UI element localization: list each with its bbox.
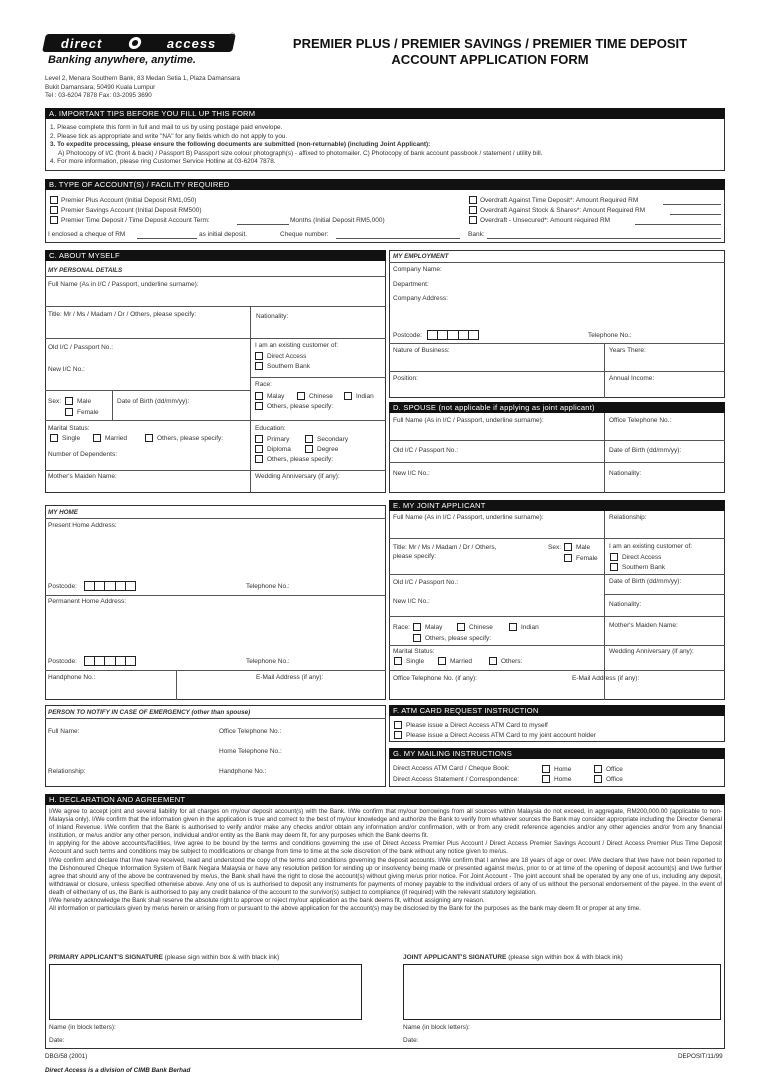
- indian-label: Indian: [356, 393, 374, 400]
- joint-male-label: Male: [576, 544, 591, 551]
- mailing-atm-office-checkbox[interactable]: [594, 765, 602, 773]
- od-unsecured-label: Overdraft - Unsecured*: Amount required RM: [480, 217, 611, 224]
- declaration-p4: I/We hereby acknowledge the Bank shall reserve the absolute right to approve or reject my/our application as the bank deems fit, without assigning any reason.: [49, 897, 485, 905]
- telephone-label: Telephone No.:: [246, 583, 290, 590]
- divider: [45, 306, 386, 307]
- joint-chinese-checkbox[interactable]: [457, 623, 465, 631]
- joint-malay-label: Malay: [425, 624, 443, 631]
- wedding-label: Wedding Anniversary (if any):: [255, 473, 340, 480]
- spouse-office-label: Office Telephone No.:: [609, 417, 672, 424]
- present-address-label: Present Home Address:: [48, 522, 117, 529]
- mailing-atm-home-checkbox[interactable]: [542, 765, 550, 773]
- joint-fullname-label: Full Name (As in I/C / Passport, underline surname):: [393, 514, 544, 521]
- mailing-statement-label: Direct Access Statement / Correspondence:: [393, 776, 520, 783]
- telephone-label: Telephone No.:: [246, 658, 290, 665]
- dependents-label: Number of Dependents:: [48, 451, 118, 458]
- existing-customer-label: I am an existing customer of:: [255, 342, 339, 349]
- divider: [389, 440, 725, 441]
- joint-old-ic-label: Old I/C / Passport No.:: [393, 579, 459, 586]
- joint-married-label: Married: [450, 658, 473, 665]
- mailing-atm-label: Direct Access ATM Card / Cheque Book:: [393, 765, 510, 772]
- emergency-handphone-label: Handphone No.:: [219, 768, 267, 775]
- employment-postcode-boxes[interactable]: [427, 330, 479, 340]
- time-deposit-checkbox[interactable]: [50, 216, 58, 224]
- column-divider: [604, 413, 605, 493]
- od-stock-checkbox[interactable]: [469, 206, 477, 214]
- emergency-heading: PERSON TO NOTIFY IN CASE OF EMERGENCY (other than spouse): [48, 709, 251, 716]
- joint-race-label: Race:: [393, 624, 410, 631]
- joint-chinese-label: Chinese: [469, 624, 493, 631]
- declaration-p3: I/We confirm and declare that I/we have received, read and understood the copy of the terms and conditions governing the deposit accounts. I/We confirm that I am/we are 18 years of age or over. I/We declare that I/we have not been reported to the Dishonoured Cheque Information System of Bank Negara Malaysia or have any resolution petition for winding up or insolvency being made or presented against me/us, prior to or at time of the opening of deposit account(s) and I/we further agree that should any of the above be contravened by me/us, the Bank shall have the right to close the account(s) without giving me/us prior notice. For Joint Account - The joint account shall be operated by any one of us, including any deposit, withdrawal or closure, unless specified otherwise above. Any one of us is authorised to deposit any instruments for payments of money payable to the individual orders of any of us without the personal endorsement of the payee. In the event of death of either/any of us, the Bank is authorised to pay any credit balance of the account to the survivor(s) subject to compliance (if required) with the relevant statutory legislation.: [49, 856, 722, 896]
- divider: [389, 670, 725, 671]
- edu-diploma-checkbox[interactable]: [255, 445, 263, 453]
- email-label: E-Mail Address (if any):: [256, 674, 324, 681]
- column-divider: [112, 390, 113, 420]
- business-label: Nature of Business:: [393, 347, 450, 354]
- initial-deposit-label: as initial deposit.: [199, 231, 248, 238]
- time-deposit-months-label: Months (Initial Deposit RM5,000): [290, 217, 385, 224]
- divider: [45, 390, 250, 391]
- southern-bank-label: Southern Bank: [267, 363, 311, 370]
- joint-signature-box[interactable]: [403, 964, 721, 1020]
- footer-deposit-code: DEPOSIT/11/99: [678, 1053, 723, 1060]
- joint-name-label: Name (in block letters):: [403, 1024, 470, 1031]
- company-name-label: Company Name:: [393, 266, 442, 273]
- home-label: Home: [554, 776, 572, 783]
- spouse-nationality-label: Nationality:: [609, 470, 642, 477]
- bank-address: [45, 75, 240, 101]
- joint-relationship-label: Relationship:: [609, 514, 647, 521]
- joint-race-others-checkbox[interactable]: [413, 634, 421, 642]
- joint-marital-others-label: Others:: [501, 658, 523, 665]
- time-deposit-label: Premier Time Deposit / Time Deposit Account Term:: [61, 217, 210, 224]
- primary-label: Primary: [267, 436, 290, 443]
- bank-field[interactable]: [487, 238, 721, 239]
- spouse-old-ic-label: Old I/C / Passport No.:: [393, 447, 459, 454]
- joint-sex-label: Sex:: [548, 544, 562, 551]
- section-a-header: A. IMPORTANT TIPS BEFORE YOU FILL UP THIS FORM: [45, 108, 725, 119]
- divider: [45, 518, 386, 519]
- joint-married-checkbox[interactable]: [438, 657, 446, 665]
- marital-others-checkbox[interactable]: [145, 434, 153, 442]
- fullname-label: Full Name (As in I/C / Passport, underline surname):: [48, 281, 199, 288]
- bank-label: Bank:: [468, 231, 485, 238]
- joint-single-checkbox[interactable]: [394, 657, 402, 665]
- joint-mother-label: Mother's Maiden Name:: [609, 622, 678, 629]
- address-line3: Tel : 03-6204 7878 Fax: 03-2095 3690: [45, 92, 152, 100]
- od-time-deposit-label: Overdraft Against Time Deposit*: Amount Required RM: [480, 197, 639, 204]
- joint-date-label: Date:: [403, 1037, 419, 1044]
- spouse-fullname-label: Full Name (As in I/C / Passport, underline surname):: [393, 417, 544, 424]
- degree-label: Degree: [317, 446, 339, 453]
- form-title-line1: PREMIER PLUS / PREMIER SAVINGS / PREMIER TIME DEPOSIT: [292, 36, 688, 51]
- logo-text-access: access: [167, 35, 217, 51]
- cheque-amount-field[interactable]: [137, 238, 197, 239]
- old-ic-label: Old I/C / Passport No.:: [48, 344, 114, 351]
- race-chinese-checkbox[interactable]: [297, 392, 305, 400]
- edu-primary-checkbox[interactable]: [255, 435, 263, 443]
- divider: [250, 377, 386, 378]
- postcode-label: Postcode:: [48, 658, 77, 665]
- position-label: Position:: [393, 375, 418, 382]
- declaration-p1: I/We agree to accept joint and several liability for all charges on my/our deposit account(s) with the Bank. I/We confirm that my/our borrowings from all sources within Malaysia do not exceed, in aggregate, RM200,000.00 (applicable to non-Malaysia only). I/We confirm that the information given in the application is true and correct to the best of my/our knowledge and authorize the Bank to verify from whatever sources the Bank may consider appropriate including the Director General of Inland Revenue. I/We confirm that the Bank is authorised to verify and/or make any checks and/or obtain any information and/or confirmation, with or from any credit reference agencies and/or any other agencies and/or from any financial institution, or me/us and/or any other person, individual and/or entity as the Bank may deem fit, for any purposes which the Bank deems fit.: [49, 808, 722, 840]
- form-title: [248, 36, 732, 68]
- employment-heading: MY EMPLOYMENT: [393, 253, 449, 260]
- title-label: Title: Mr / Ms / Madam / Dr / Others, please specify:: [48, 311, 197, 318]
- edu-degree-checkbox[interactable]: [305, 445, 313, 453]
- premier-plus-label: Premier Plus Account (Initial Deposit RM1,050): [61, 197, 197, 204]
- primary-name-label: Name (in block letters):: [49, 1024, 116, 1031]
- marital-married-checkbox[interactable]: [93, 434, 101, 442]
- joint-race-others-label: Others, please specify:: [425, 635, 492, 642]
- divider: [604, 594, 725, 595]
- declaration-p5: All information or particulars given by me/us herein or arising from or pursuant to the above application for the account(s) may be disclosed by the Bank for the purposes as the bank may deem fit or proper at any time.: [49, 905, 641, 913]
- divider: [389, 645, 725, 646]
- sex-male-checkbox[interactable]: [65, 397, 73, 405]
- joint-direct-checkbox[interactable]: [610, 553, 618, 561]
- home-label: Home: [554, 766, 572, 773]
- divider: [389, 462, 725, 463]
- present-postcode-boxes[interactable]: [84, 581, 136, 591]
- primary-signature-box[interactable]: [49, 964, 362, 1020]
- permanent-postcode-boxes[interactable]: [84, 656, 136, 666]
- section-d-header: D. SPOUSE (not applicable if applying as joint applicant): [389, 402, 725, 413]
- sex-female-checkbox[interactable]: [65, 408, 73, 416]
- mothers-maiden-label: Mother's Maiden Name:: [48, 473, 117, 480]
- joint-email-label: E-Mail Address (if any):: [572, 675, 640, 682]
- joint-title-specify: please specify:: [393, 553, 436, 560]
- direct-access-logo: [42, 34, 236, 52]
- declaration-text: [49, 808, 722, 913]
- mailing-statement-office-checkbox[interactable]: [594, 775, 602, 783]
- cheque-number-label: Cheque number:: [280, 231, 329, 238]
- office-label: Office: [606, 766, 623, 773]
- term-field[interactable]: [237, 224, 289, 225]
- department-label: Department:: [393, 281, 429, 288]
- employment-postcode-label: Postcode:: [393, 332, 422, 339]
- divider: [389, 262, 725, 263]
- od-time-deposit-checkbox[interactable]: [469, 196, 477, 204]
- od-stock-label: Overdraft Against Stock & Shares*: Amount Required RM: [480, 207, 646, 214]
- footer-division-note: Direct Access is a division of CIMB Bank Berhad: [45, 1067, 191, 1074]
- atm-joint-checkbox[interactable]: [394, 731, 402, 739]
- joint-male-checkbox[interactable]: [564, 543, 572, 551]
- premier-savings-label: Premier Savings Account (Initial Deposit RM500): [61, 207, 202, 214]
- joint-signature-title: JOINT APPLICANT'S SIGNATURE: [403, 954, 507, 961]
- declaration-p2: In applying for the above accounts/facilities, I/we agree to be bound by the terms and conditions governing the use of Direct Access Premier Plus Account / Direct Access Premier Savings Account / Direct Access Premier Plus Time Deposit Account and such terms and conditions may be subject to modifications or change from time to time at the sole discretion of the bank without any notice given to me/us.: [49, 840, 722, 856]
- od-stock-amount[interactable]: [670, 214, 721, 215]
- cheque-enclosed-label: I enclosed a cheque of RM: [48, 231, 126, 238]
- primary-signature-heading: [49, 954, 279, 961]
- primary-signature-title: PRIMARY APPLICANT'S SIGNATURE: [49, 954, 163, 961]
- divider: [45, 470, 386, 471]
- emergency-fullname-label: Full Name:: [48, 728, 80, 735]
- mailing-statement-home-checkbox[interactable]: [542, 775, 550, 783]
- direct-access-label: Direct Access: [267, 353, 307, 360]
- my-home-heading: MY HOME: [48, 509, 78, 516]
- column-divider: [176, 670, 177, 700]
- emergency-home-label: Home Telephone No.:: [219, 748, 282, 755]
- race-label: Race:: [255, 381, 272, 388]
- divider: [45, 595, 386, 596]
- footer-form-code: DBG/58 (2001): [45, 1053, 88, 1060]
- tip-4: 4. For more information, please ring Customer Service Hotline at 03-6204 7878.: [50, 158, 276, 165]
- spouse-dob-label: Date of Birth (dd/mm/yy):: [609, 447, 682, 454]
- joint-female-checkbox[interactable]: [564, 554, 572, 562]
- joint-marital-others-checkbox[interactable]: [489, 657, 497, 665]
- edu-others-checkbox[interactable]: [255, 455, 263, 463]
- divider: [45, 276, 386, 277]
- marital-single-checkbox[interactable]: [50, 434, 58, 442]
- section-e-header: E. MY JOINT APPLICANT: [389, 500, 725, 511]
- divider: [389, 574, 725, 575]
- joint-title-label: Title: Mr / Ms / Madam / Dr / Others,: [393, 544, 497, 551]
- joint-signature-note: (please sign within box & with black ink): [508, 954, 623, 961]
- joint-single-label: Single: [406, 658, 425, 665]
- edu-others-label: Others, please specify:: [267, 456, 334, 463]
- registered-mark: ®: [230, 33, 236, 40]
- important-tips: [50, 124, 542, 167]
- joint-marital-label: Marital Status:: [393, 648, 435, 655]
- premier-savings-checkbox[interactable]: [50, 206, 58, 214]
- atm-joint-label: Please issue a Direct Access ATM Card to my joint account holder: [406, 732, 596, 739]
- column-divider: [604, 511, 605, 700]
- company-address-label: Company Address:: [393, 295, 448, 302]
- edu-secondary-checkbox[interactable]: [305, 435, 313, 443]
- divider: [389, 538, 725, 539]
- primary-date-label: Date:: [49, 1037, 65, 1044]
- sex-label: Sex:: [48, 398, 62, 405]
- education-label: Education:: [255, 425, 286, 432]
- od-unsecured-amount[interactable]: [635, 224, 721, 225]
- section-f-header: F. ATM CARD REQUEST INSTRUCTION: [389, 705, 725, 716]
- emergency-relationship-label: Relationship:: [48, 768, 86, 775]
- joint-southern-checkbox[interactable]: [610, 563, 618, 571]
- annual-income-label: Annual Income:: [609, 375, 655, 382]
- od-time-deposit-amount[interactable]: [663, 204, 721, 205]
- existing-southern-checkbox[interactable]: [255, 362, 263, 370]
- divider: [45, 670, 386, 671]
- new-ic-label: New I/C No.:: [48, 366, 85, 373]
- chinese-label: Chinese: [309, 393, 333, 400]
- race-malay-checkbox[interactable]: [255, 392, 263, 400]
- marital-others-label: Others, please specify:: [157, 435, 224, 442]
- od-unsecured-checkbox[interactable]: [469, 216, 477, 224]
- atm-myself-checkbox[interactable]: [394, 721, 402, 729]
- permanent-address-label: Permanent Home Address:: [48, 598, 127, 605]
- joint-existing-label: I am an existing customer of:: [609, 543, 693, 550]
- spouse-new-ic-label: New I/C No.:: [393, 470, 430, 477]
- office-label: Office: [606, 776, 623, 783]
- male-label: Male: [77, 398, 92, 405]
- diploma-label: Diploma: [267, 446, 291, 453]
- race-others-checkbox[interactable]: [255, 402, 263, 410]
- divider: [45, 420, 386, 421]
- single-label: Single: [62, 435, 81, 442]
- joint-indian-label: Indian: [521, 624, 539, 631]
- tagline: Banking anywhere, anytime.: [48, 54, 196, 66]
- joint-office-label: Office Telephone No. (if any):: [393, 675, 477, 682]
- section-h-header: H. DECLARATION AND AGREEMENT: [45, 794, 725, 805]
- joint-southern-label: Southern Bank: [622, 564, 666, 571]
- marital-label: Marital Status:: [48, 425, 90, 432]
- joint-malay-checkbox[interactable]: [413, 623, 421, 631]
- address-line2: Bukit Damansara, 50490 Kuala Lumpur: [45, 83, 156, 91]
- tip-3: 3. To expedite processing, please ensure the following documents are submitted (non-returnable) (including Joint Applicant):: [50, 141, 431, 148]
- years-there-label: Years There:: [609, 347, 646, 354]
- tip-2: 2. Please tick as appropriate and write "NA" for any fields which do not apply to you.: [50, 132, 288, 140]
- joint-dob-label: Date of Birth (dd/mm/yy):: [609, 578, 682, 585]
- dob-label: Date of Birth (dd/mm/yy):: [117, 398, 190, 405]
- married-label: Married: [105, 435, 128, 442]
- tip-3-documents: A) Photocopy of I/C (front & back) / Passport B) Passport size colour photograph(s) - affixed to photomailer. C) Photocopy of bank account passbook / statement / utility bill.: [58, 149, 543, 157]
- form-title-line2: ACCOUNT APPLICATION FORM: [391, 52, 589, 67]
- section-g-header: G. MY MAILING INSTRUCTIONS: [389, 748, 725, 759]
- divider: [389, 616, 725, 617]
- handphone-label: Handphone No.:: [48, 674, 96, 681]
- section-b-header: B. TYPE OF ACCOUNT(S) / FACILITY REQUIRED: [45, 179, 725, 190]
- secondary-label: Secondary: [317, 436, 349, 443]
- malay-label: Malay: [267, 393, 285, 400]
- divider: [45, 718, 386, 719]
- nationality-label: Nationality:: [256, 313, 289, 320]
- joint-indian-checkbox[interactable]: [509, 623, 517, 631]
- female-label: Female: [77, 409, 99, 416]
- divider: [389, 371, 725, 372]
- joint-direct-label: Direct Access: [622, 554, 662, 561]
- address-line1: Level 2, Menara Southern Bank, 83 Medan Setia 1, Plaza Damansara: [45, 75, 240, 82]
- primary-signature-note: (please sign within box & with black ink): [164, 954, 280, 961]
- logo-ball-icon: [128, 37, 143, 49]
- column-divider: [250, 470, 251, 493]
- employment-telephone-label: Telephone No.:: [588, 332, 632, 339]
- cheque-number-field[interactable]: [336, 238, 460, 239]
- tip-1: 1. Please complete this form in full and mail to us by using postage paid envelope.: [50, 124, 283, 131]
- divider: [389, 343, 725, 344]
- existing-direct-checkbox[interactable]: [255, 352, 263, 360]
- postcode-label: Postcode:: [48, 583, 77, 590]
- joint-wedding-label: Wedding Anniversary (if any):: [609, 648, 694, 655]
- premier-plus-checkbox[interactable]: [50, 196, 58, 204]
- joint-signature-heading: [403, 954, 623, 961]
- joint-new-ic-label: New I/C No.:: [393, 598, 430, 605]
- divider: [45, 338, 386, 339]
- joint-female-label: Female: [576, 555, 598, 562]
- logo-text-direct: direct: [61, 35, 103, 51]
- race-others-label: Others, please specify:: [267, 403, 334, 410]
- column-divider: [250, 306, 251, 470]
- personal-details-heading: MY PERSONAL DETAILS: [48, 267, 123, 274]
- emergency-office-label: Office Telephone No.:: [219, 728, 282, 735]
- atm-myself-label: Please issue a Direct Access ATM Card to myself: [406, 722, 548, 729]
- race-indian-checkbox[interactable]: [344, 392, 352, 400]
- section-c-header: C. ABOUT MYSELF: [45, 250, 386, 261]
- joint-nationality-label: Nationality:: [609, 601, 642, 608]
